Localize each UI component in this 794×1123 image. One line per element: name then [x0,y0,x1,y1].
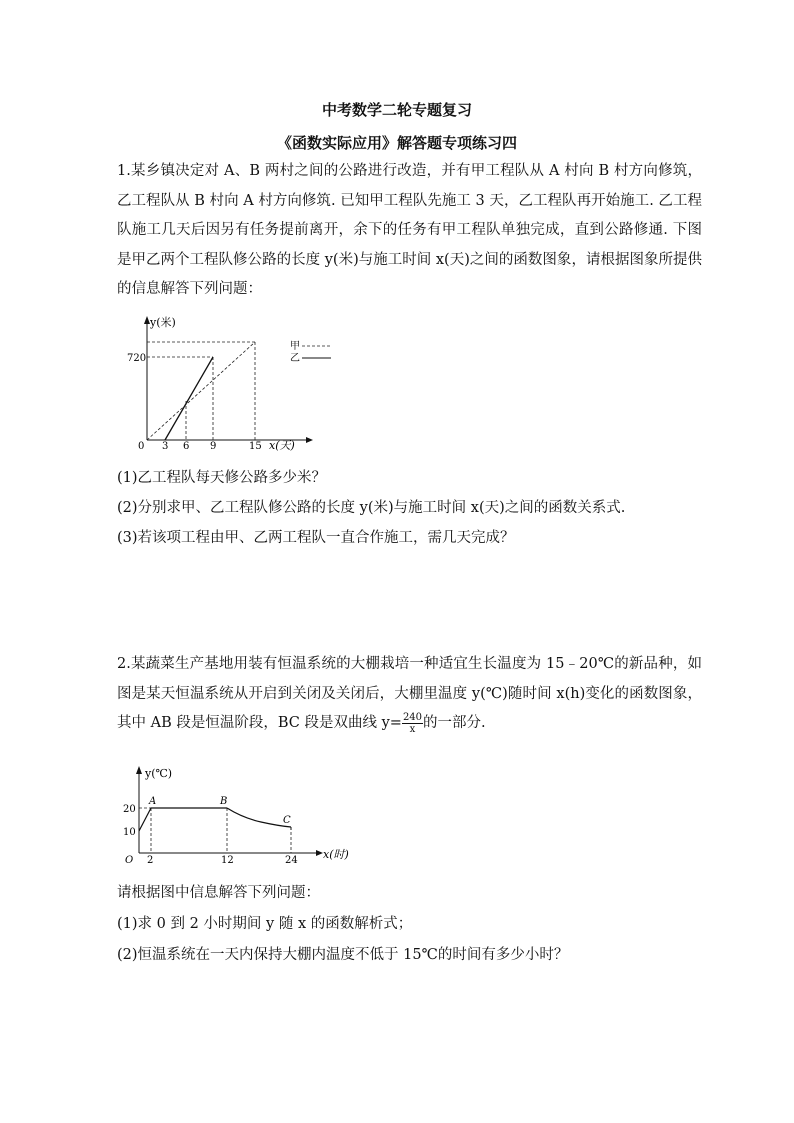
question-2-sub-2: (2)恒温系统在一天内保持大棚内温度不低于 15℃的时间有多少小时？ [117,947,569,963]
graph2-y-tick-20: 20 [123,804,136,815]
graph2-point-b: B [220,796,228,807]
graph1-y-label: y(米) [150,316,176,329]
question-2-stem-end: 的一部分. [423,715,486,731]
graph2-y-tick-10: 10 [123,827,136,838]
graph1-x-tick-3: 3 [162,441,169,452]
question-2-graph [115,760,365,870]
graph2-x-tick-2: 2 [147,855,154,866]
graph1-x-tick-15: 15 [249,441,262,452]
graph1-origin: 0 [138,441,145,452]
graph1-x-tick-9: 9 [210,441,217,452]
question-2-instruction: 请根据图中信息解答下列问题： [117,885,320,901]
graph1-y-tick-720: 720 [127,353,147,364]
graph1-x-label: x(天) [269,439,295,452]
graph2-point-a: A [149,796,157,807]
page-title: 中考数学二轮专题复习 [321,101,472,119]
question-1-sub-3: (3)若该项工程由甲、乙两工程队一直合作施工，需几天完成？ [117,530,515,546]
question-1-stem: 1.某乡镇决定对 A、B 两村之间的公路进行改造，并有甲工程队从 A 村向 B 村方向修筑，乙工程队从 B 村向 A 村方向修筑. 已知甲工程队先施工 3 天，乙工程队再开始施工. 乙工程队施工几天后因另有任务提前离开，余下的任务有甲工程队单独完成，直到公路修通. 下图是甲乙两个工程队修公路的长度 y(米)与施工时间 x(天)之间的函数图象，请根据图象所提供的信息解答下列问题： [117,163,702,297]
graph2-x-tick-12: 12 [221,855,234,866]
page-subtitle: 《函数实际应用》解答题专项练习四 [276,134,517,152]
graph2-x-label: x(时) [323,848,349,861]
graph1-x-tick-6: 6 [183,441,190,452]
graph2-origin: O [125,855,134,866]
graph2-y-label: y(℃) [145,767,173,780]
legend-yi-label: 乙 [290,353,300,364]
question-2-sub-1: (1)求 0 到 2 小时期间 y 随 x 的函数解析式； [117,916,413,932]
question-1-sub-2: (2)分别求甲、乙工程队修公路的长度 y(米)与施工时间 x(天)之间的函数关系式. [117,500,626,516]
fraction-240-over-x: $\frac{240}{x}$ [402,711,423,735]
legend-jia-label: 甲 [290,341,300,352]
question-2-stem-text: 2.某蔬菜生产基地用装有恒温系统的大棚栽培一种适宜生长温度为 15﹣20℃的新品种，如图是某天恒温系统从开启到关闭及关闭后，大棚里温度 y(℃)随时间 x(h)变化的函数图象，其中 AB 段是恒温阶段，BC 段是双曲线 y= [117,656,702,731]
graph2-x-tick-24: 24 [285,855,298,866]
question-1-graph [127,308,340,458]
graph2-point-c: C [283,815,291,826]
question-2-stem [117,650,702,739]
question-1-sub-1: (1)乙工程队每天修公路多少米？ [117,470,327,486]
